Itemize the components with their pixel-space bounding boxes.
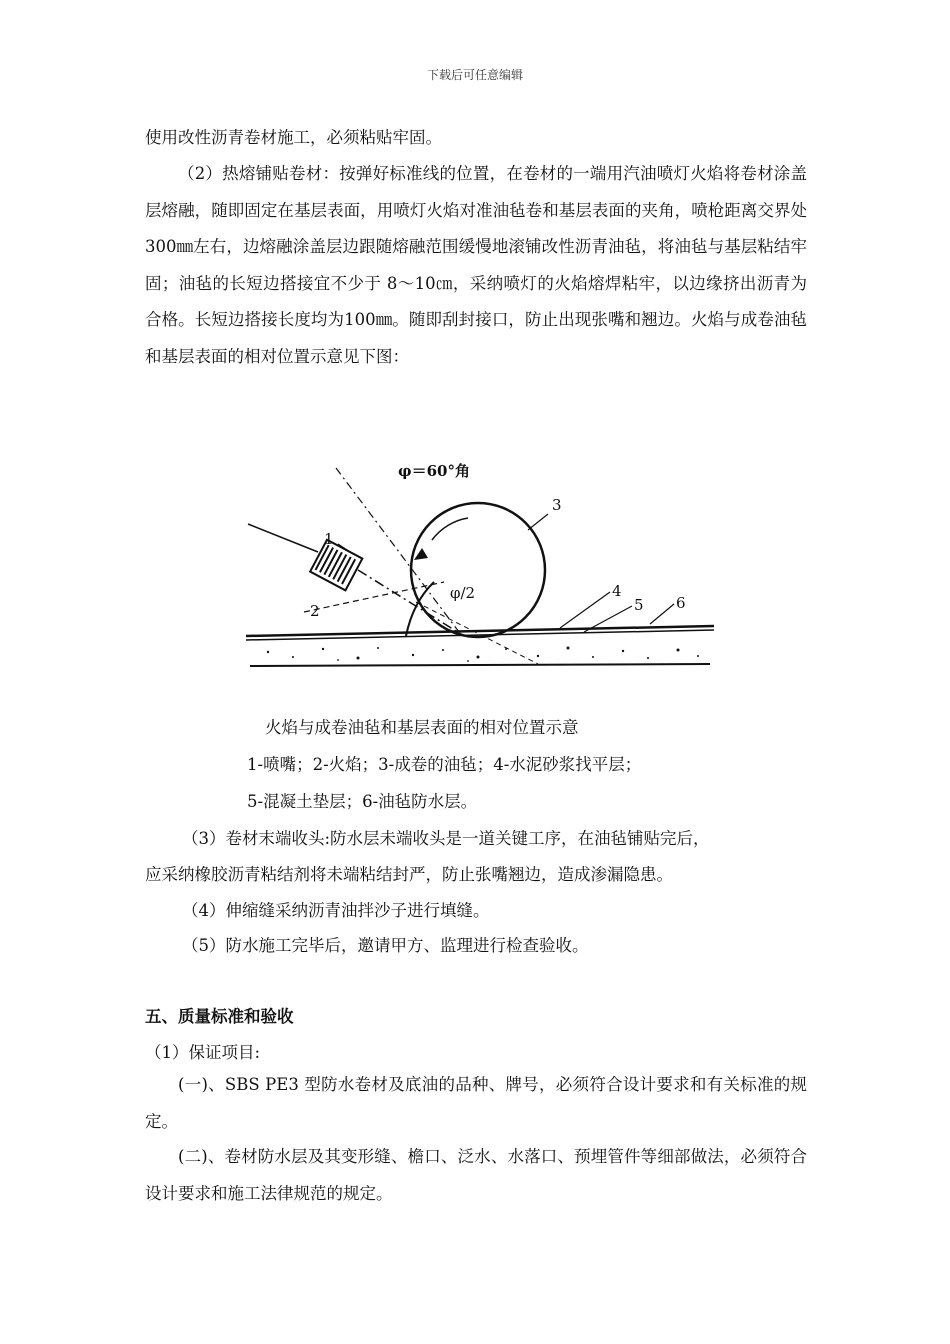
nozzle-handle	[248, 524, 318, 552]
nozzle	[310, 540, 362, 591]
base-bottom-line	[250, 664, 710, 666]
label-1: 1	[324, 530, 334, 548]
angle-label: φ＝60°角	[398, 462, 470, 480]
half-angle-label: φ/2	[450, 584, 476, 602]
label-3: 3	[552, 496, 562, 514]
label-4: 4	[612, 582, 622, 600]
paragraph-1: 使用改性沥青卷材施工，必须粘贴牢固。	[145, 128, 442, 147]
paragraph-inspection: （5）防水施工完毕后，邀请甲方、监理进行检查验收。	[182, 936, 589, 955]
figure-legend-2: 5-混凝土垫层；6-油毡防水层。	[247, 792, 478, 811]
angle-arc	[406, 582, 434, 636]
section-title: 五、质量标准和验收	[145, 1007, 294, 1026]
paragraph-hot-melt: （2）热熔铺贴卷材：按弹好标准线的位置，在卷材的一端用汽油喷灯火焰将卷材涂盖层熔融，随即固定在基层表面，用喷灯火焰对准油毡卷和基层表面的夹角，喷枪距离交界处300㎜左右，边熔融涂盖层边跟随熔融范围缓慢地滚铺改性沥青油毡，将油毡与基层粘结牢固；油毡的长短边搭接宜不少于 8～10㎝，采纳喷灯的火焰熔焊粘牢，以边缘挤出沥青为合格。长短边搭接长度均为100㎜。随即刮封接口，防止出现张嘴和翘边。火焰与成卷油毡和基层表面的相对位置示意见下图：	[145, 164, 807, 366]
arrow-3	[528, 514, 548, 530]
roll-rotation-arrow	[432, 518, 468, 540]
arrow-6	[650, 604, 674, 624]
label-2: 2	[310, 602, 320, 620]
label-5: 5	[634, 596, 644, 614]
concrete-dots	[267, 647, 699, 662]
membrane-roll	[411, 503, 545, 637]
angle-line-left	[336, 468, 462, 636]
page-header: 下载后可任意编辑	[426, 68, 523, 82]
flame-roll-diagram	[238, 452, 718, 680]
guarantee-item-1: (一)、SBS PE3 型防水卷材及底油的品种、牌号，必须符合设计要求和有关标准的规定。	[145, 1075, 807, 1131]
paragraph-end-line-2: 应采纳橡胶沥青粘结剂将未端粘结封严，防止张嘴翘边，造成渗漏隐患。	[145, 865, 673, 884]
label-6: 6	[676, 594, 686, 612]
paragraph-expansion-joint: （4）伸缩缝采纳沥青油拌沙子进行填缝。	[182, 901, 490, 920]
figure-legend-1: 1-喷嘴；2-火焰；3-成卷的油毡；4-水泥砂浆找平层；	[247, 755, 642, 774]
guarantee-items-label: （1）保证项目:	[145, 1043, 261, 1062]
guarantee-item-2: (二)、卷材防水层及其变形缝、檐口、泛水、水落口、预埋管件等细部做法，必须符合设计要求和施工法律规范的规定。	[145, 1147, 807, 1203]
figure-caption: 火焰与成卷油毡和基层表面的相对位置示意	[265, 718, 579, 737]
paragraph-end-line-1: （3）卷材末端收头:防水层未端收头是一道关键工序，在油毡铺贴完后，	[182, 829, 710, 848]
